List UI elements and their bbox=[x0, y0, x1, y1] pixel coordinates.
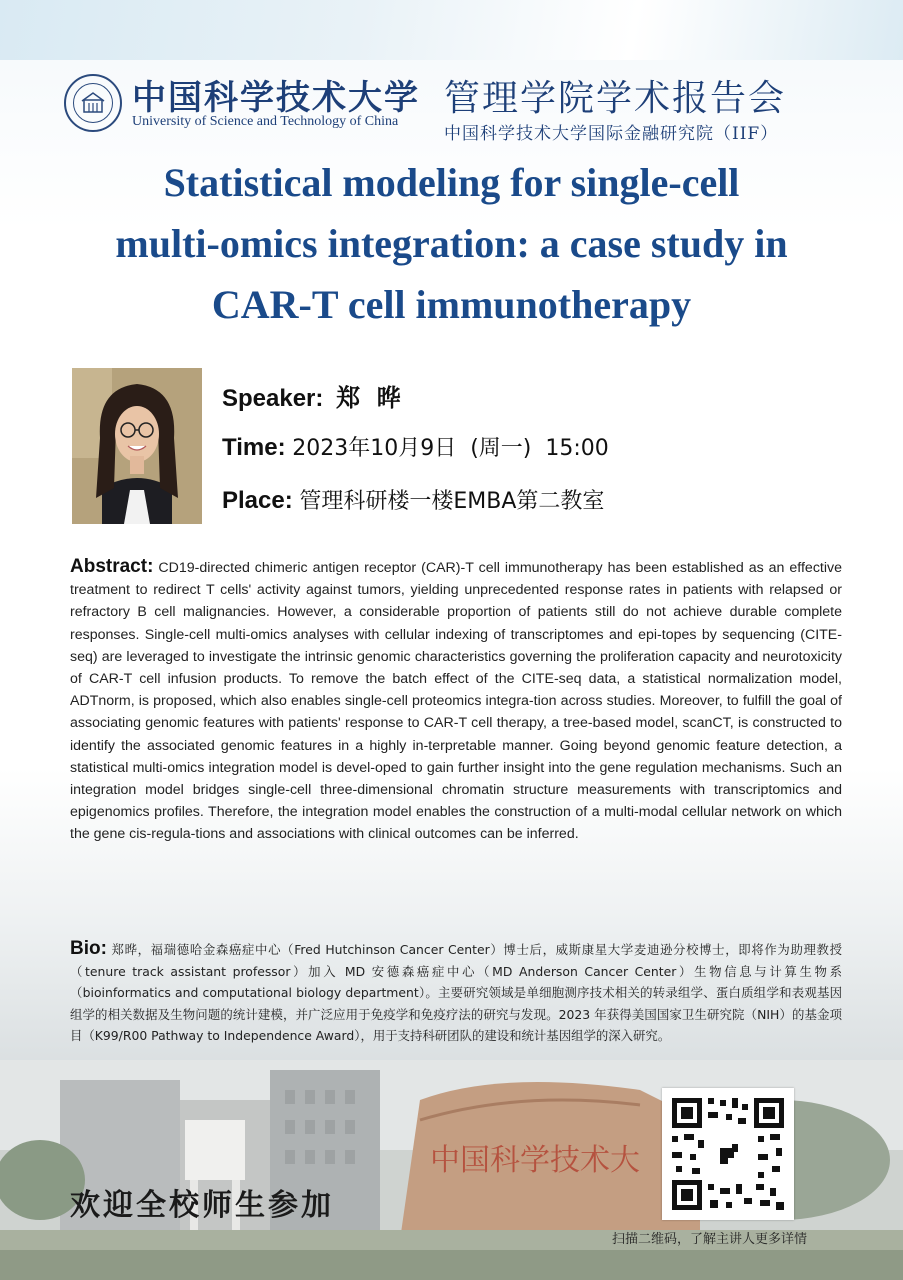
talk-title bbox=[40, 152, 863, 335]
time-value: 2023年10月9日 (周一) 15:00 bbox=[292, 436, 609, 461]
welcome-text: 欢迎全校师生参加 bbox=[70, 1188, 334, 1223]
stone-inscription: 中国科学技术大 bbox=[430, 1143, 640, 1178]
talk-title-line: multi-omics integration: a case study in bbox=[115, 221, 788, 266]
bio-text: 郑晔，福瑞德哈金森癌症中心（Fred Hutchinson Cancer Center）博士后，威斯康星大学麦迪逊分校博士，即将作为助理教授（tenure track assistant professor）加入 MD 安德森癌症中心（MD Anderson Cancer Center）生物信息与计算生物系（bioinformatics and computational biology department）。主要研究领域是单细胞测序技术相关的转录组学、蛋白质组学和表观基因组学的相关数据及生物问题的统计建模，并广泛应用于免疫学和免疫疗法的研究与发现。2023 年获得美国国家卫生研究院（NIH）的基金项目（K99/R00 Pathway to Independence Award），用于支持科研团队的建设和统计基因组学的深入研究。 bbox=[70, 942, 842, 1043]
abstract bbox=[70, 556, 842, 846]
talk-title-line: Statistical modeling for single-cell bbox=[163, 160, 740, 205]
qr-code[interactable] bbox=[662, 1088, 794, 1220]
speaker-label: Speaker: bbox=[222, 385, 324, 412]
university-seal-icon bbox=[64, 74, 122, 132]
abstract-text: CD19-directed chimeric antigen receptor (CAR)-T cell immunotherapy has been established as an effective treatment to redirect T cells' activity against tumors, yielding unprecedented response rates in patients with relapsed or refractory B cell malignancies. However, a considerable proportion of patients still do not achieve durable complete responses. Single-cell multi-omics analyses with cellular indexing of transcriptomes and epi-topes by sequencing (CITE-seq) are leveraged to investigate the intrinsic genomic characteristics governing the proliferation capacity and neurotoxicity of CAR-T cell infusion products. To remove the batch effect of the CITE-seq data, a statistical normalization model, ADTnorm, is proposed, which also enables single-cell proteomics integra-tion across studies. Moreover, to fulfill the goal of associating genomic features with patients' response to CAR-T cell therapy, a tree-based model, scanCT, is constructed to identify the associated genomic features in a highly in-terpretable manner. Going beyond genomic feature detection, a statistical multi-omics integration model is devel-oped to gain further insight into the gene regulation mechanisms. Such an integration model bridges single-cell three-dimensional chromatin structure measurements with transcriptomics and epigenomics profiles. Therefore, the integration model enables the construction of a multi-modal cellular network on which the gene cis-regula-tions and associations with clinical outcomes can be inferred. bbox=[70, 560, 842, 843]
bio-label: Bio: bbox=[70, 938, 107, 959]
school-subtitle: 中国科学技术大学国际金融研究院（IIF） bbox=[444, 124, 779, 144]
speaker-photo bbox=[72, 368, 202, 524]
place-value: 管理科研楼一楼EMBA第二教室 bbox=[299, 489, 605, 514]
speaker-value: 郑 晔 bbox=[336, 384, 401, 412]
talk-title-line: CAR-T cell immunotherapy bbox=[211, 282, 692, 327]
school-title: 管理学院学术报告会 bbox=[444, 78, 787, 119]
time-row bbox=[222, 431, 609, 462]
abstract-label: Abstract: bbox=[70, 556, 154, 577]
university-name-en: University of Science and Technology of China bbox=[132, 114, 399, 129]
place-label: Place: bbox=[222, 487, 293, 514]
time-label: Time: bbox=[222, 434, 286, 461]
place-row bbox=[222, 484, 604, 515]
bio bbox=[70, 938, 842, 1047]
top-decoration bbox=[0, 0, 903, 60]
speaker-row bbox=[222, 378, 401, 413]
university-name-cn: 中国科学技术大学 bbox=[132, 78, 420, 118]
qr-caption: 扫描二维码，了解主讲人更多详情 bbox=[612, 1232, 808, 1247]
